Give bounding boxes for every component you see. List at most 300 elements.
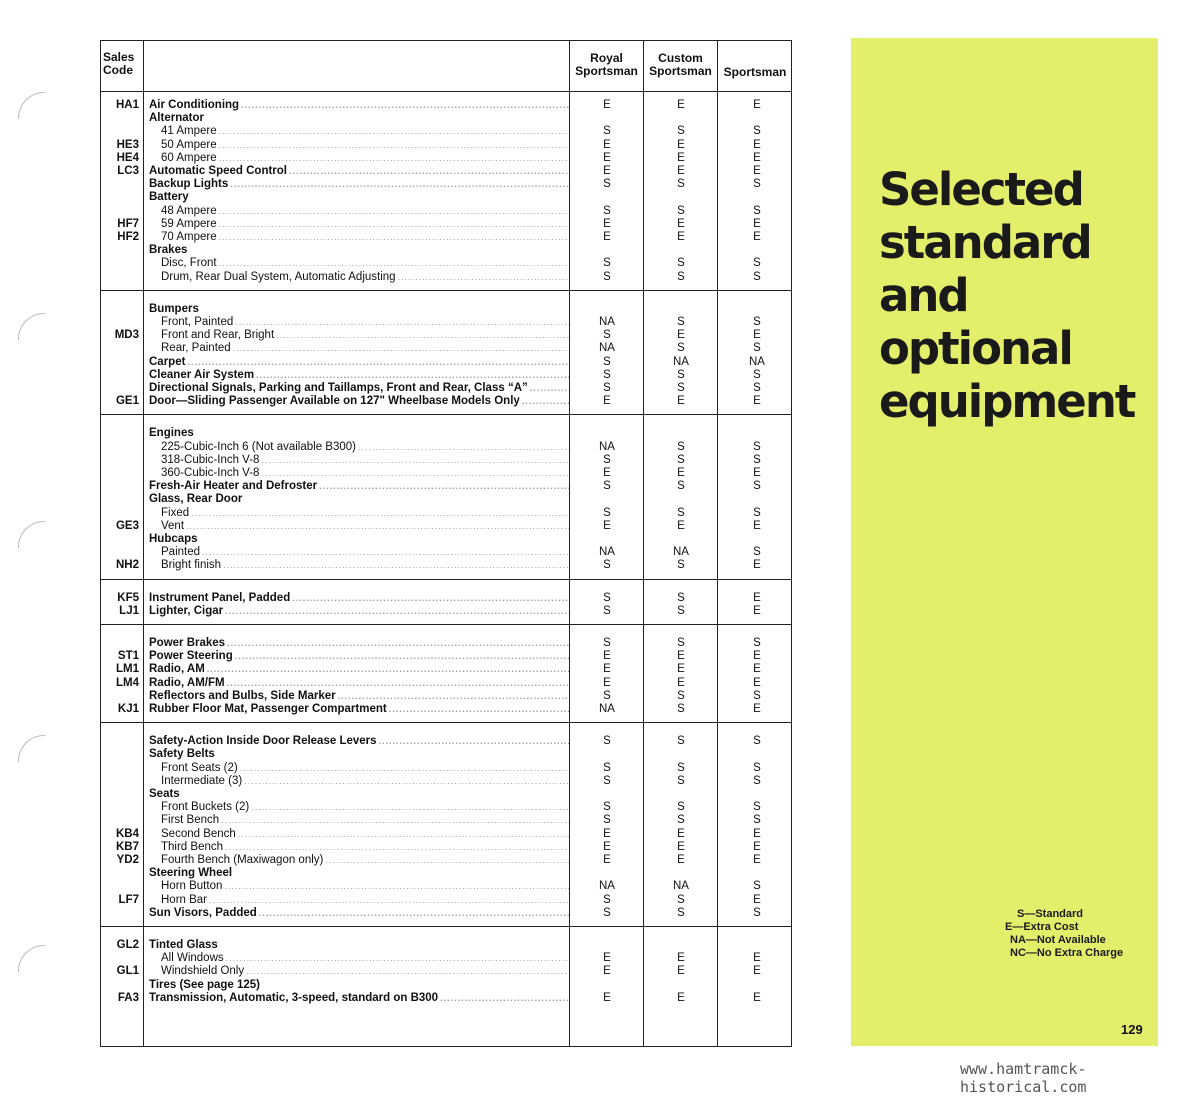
equipment-item	[149, 112, 569, 125]
custom-sportsman-value: S	[677, 801, 685, 814]
custom-sportsman-value: NA	[673, 546, 689, 559]
table-row	[101, 880, 791, 893]
equipment-item	[161, 880, 569, 893]
sportsman-value: S	[753, 814, 761, 827]
table-row	[101, 775, 791, 788]
equipment-label: Third Bench	[161, 840, 224, 853]
section-divider	[101, 624, 791, 625]
royal-sportsman-value: S	[603, 355, 611, 368]
table-row	[101, 427, 791, 440]
custom-sportsman-value: E	[677, 650, 685, 663]
table-row	[101, 356, 791, 369]
table-row	[101, 801, 791, 814]
sportsman-value: E	[753, 604, 761, 617]
royal-sportsman-value: E	[603, 99, 611, 111]
equipment-label: Rubber Floor Mat, Passenger Compartment	[149, 703, 387, 715]
table-row	[101, 828, 791, 841]
section-divider	[101, 290, 791, 291]
equipment-item	[149, 303, 569, 316]
table-row	[101, 441, 791, 454]
table-row	[101, 244, 791, 257]
sportsman-value: E	[753, 395, 761, 408]
sportsman-value: E	[753, 165, 761, 177]
table-row	[101, 546, 791, 559]
royal-sportsman-value: E	[603, 519, 611, 532]
table-row	[101, 788, 791, 801]
sportsman-value: E	[753, 99, 761, 111]
sportsman-value: E	[753, 676, 761, 689]
royal-sportsman-value: S	[603, 735, 611, 748]
table-header	[101, 41, 791, 92]
custom-sportsman-value: E	[677, 827, 685, 840]
custom-sportsman-value: S	[677, 814, 685, 827]
sportsman-value: S	[753, 382, 761, 394]
legend	[971, 908, 1123, 960]
table-row	[101, 952, 791, 965]
custom-sportsman-value: S	[677, 368, 685, 381]
equipment-item	[161, 231, 569, 244]
equipment-label: First Bench	[161, 814, 220, 827]
table-row	[101, 369, 791, 382]
custom-sportsman-value: E	[677, 217, 685, 230]
table-row	[101, 395, 791, 408]
sportsman-value: E	[753, 519, 761, 532]
equipment-label: 318-Cubic-Inch V-8	[161, 453, 260, 466]
title-line: and	[879, 269, 968, 322]
equipment-label: Fixed	[161, 506, 190, 519]
equipment-item	[161, 454, 569, 467]
equipment-label: Front and Rear, Bright	[161, 329, 275, 342]
table-row	[101, 493, 791, 506]
equipment-item	[149, 690, 569, 703]
sportsman-value: E	[753, 703, 761, 715]
royal-sportsman-value: NA	[599, 316, 615, 328]
equipment-item	[149, 867, 569, 880]
table-row	[101, 99, 791, 112]
custom-sportsman-value: S	[677, 735, 685, 748]
royal-sportsman-value: E	[603, 663, 611, 676]
custom-sportsman-value: E	[677, 329, 685, 342]
table-row	[101, 257, 791, 270]
equipment-label: Safety Belts	[149, 748, 215, 761]
sales-code: KB7	[115, 840, 139, 853]
equipment-label: All Windows	[161, 952, 224, 965]
equipment-label: Door—Sliding Passenger Available on 127" Wheelbase Models Only	[149, 395, 520, 408]
table-row	[101, 507, 791, 520]
equipment-item	[149, 533, 569, 546]
binder-hole-mark	[18, 92, 45, 119]
equipment-label: Engines	[149, 427, 194, 440]
equipment-label: Horn Bar	[161, 893, 208, 906]
sportsman-value: E	[753, 151, 761, 164]
sales-code: KF5	[117, 591, 139, 604]
custom-sportsman-value: E	[677, 165, 685, 177]
table-row	[101, 854, 791, 867]
equipment-item	[149, 637, 569, 650]
table-row	[101, 533, 791, 546]
equipment-item	[161, 841, 569, 854]
equipment-label: 60 Ampere	[161, 151, 217, 164]
table-row	[101, 342, 791, 355]
binder-hole-mark	[18, 945, 45, 972]
equipment-item	[161, 139, 569, 152]
sportsman-value: S	[753, 506, 761, 519]
equipment-label: Power Brakes	[149, 637, 226, 649]
sportsman-value: S	[753, 440, 761, 453]
sportsman-value: E	[753, 329, 761, 342]
royal-sportsman-value: E	[603, 467, 611, 479]
table-row	[101, 205, 791, 218]
royal-sportsman-value: NA	[599, 342, 615, 355]
equipment-label: Sun Visors, Padded	[149, 906, 257, 919]
equipment-label: Automatic Speed Control	[149, 165, 288, 177]
custom-sportsman-value: E	[677, 991, 685, 1004]
sportsman-value: S	[753, 453, 761, 466]
equipment-item	[161, 546, 569, 559]
footer-watermark: www.hamtramck-historical.com	[960, 1060, 1087, 1096]
table-row	[101, 480, 791, 493]
custom-sportsman-value: E	[677, 138, 685, 151]
custom-sportsman-value: E	[677, 231, 685, 243]
royal-sportsman-value: E	[603, 231, 611, 243]
header-sportsman: Sportsman	[723, 65, 787, 79]
title-line: standard	[879, 216, 1091, 269]
table-row	[101, 762, 791, 775]
custom-sportsman-value: S	[677, 204, 685, 217]
binder-hole-mark	[18, 521, 45, 548]
custom-sportsman-value: S	[677, 604, 685, 617]
table-row	[101, 939, 791, 952]
title-line: optional	[879, 322, 1072, 375]
sportsman-value: NA	[749, 355, 765, 368]
table-row	[101, 979, 791, 992]
equipment-label: 48 Ampere	[161, 204, 217, 217]
custom-sportsman-value: S	[677, 382, 685, 394]
royal-sportsman-value: S	[603, 559, 611, 572]
header-sales-code: Sales Code	[103, 50, 135, 77]
table-row	[101, 841, 791, 854]
equipment-item	[149, 748, 569, 761]
table-row	[101, 992, 791, 1005]
custom-sportsman-value: S	[677, 637, 685, 649]
equipment-item	[149, 703, 569, 716]
table-row	[101, 125, 791, 138]
equipment-label: Rear, Painted	[161, 342, 231, 355]
custom-sportsman-value: S	[677, 342, 685, 355]
equipment-label: Fresh-Air Heater and Defroster	[149, 480, 318, 493]
royal-sportsman-value: S	[603, 906, 611, 919]
royal-sportsman-value: S	[603, 506, 611, 519]
sportsman-value: E	[753, 965, 761, 978]
section-divider	[101, 414, 791, 415]
royal-sportsman-value: S	[603, 774, 611, 787]
table-row	[101, 139, 791, 152]
equipment-item	[149, 788, 569, 801]
sportsman-value: E	[753, 854, 761, 866]
equipment-label: Tinted Glass	[149, 939, 218, 951]
sales-code: FA3	[117, 991, 139, 1004]
equipment-item	[161, 441, 569, 454]
sportsman-value: S	[753, 546, 761, 559]
page-number: 129	[1121, 1022, 1143, 1037]
sales-code: NH2	[115, 559, 139, 572]
table-row	[101, 316, 791, 329]
equipment-item	[161, 316, 569, 329]
equipment-item	[161, 257, 569, 270]
legend-item: NC—No Extra Charge	[1010, 947, 1124, 959]
equipment-label: Glass, Rear Door	[149, 493, 243, 506]
table-row	[101, 663, 791, 676]
custom-sportsman-value: NA	[673, 355, 689, 368]
equipment-item	[161, 814, 569, 827]
sportsman-value: E	[753, 952, 761, 965]
custom-sportsman-value: NA	[673, 880, 689, 893]
equipment-item	[161, 152, 569, 165]
equipment-label: Safety-Action Inside Door Release Levers	[149, 735, 377, 748]
equipment-item	[149, 369, 569, 382]
equipment-label: Vent	[161, 519, 185, 532]
custom-sportsman-value: S	[677, 559, 685, 572]
royal-sportsman-value: S	[603, 689, 611, 702]
sportsman-value: S	[753, 125, 761, 138]
equipment-item	[161, 762, 569, 775]
sales-code: ST1	[117, 650, 139, 663]
equipment-label: Lighter, Cigar	[149, 604, 224, 617]
equipment-item	[161, 520, 569, 533]
royal-sportsman-value: E	[603, 840, 611, 853]
sportsman-value: E	[753, 217, 761, 230]
sales-code: HF7	[117, 217, 139, 230]
table-row	[101, 559, 791, 572]
equipment-item	[149, 592, 569, 605]
equipment-item	[161, 854, 569, 867]
equipment-label: Second Bench	[161, 827, 236, 840]
sportsman-value: S	[753, 637, 761, 649]
title-line: Selected	[879, 163, 1083, 216]
equipment-label: Painted	[161, 546, 201, 559]
royal-sportsman-value: S	[603, 329, 611, 342]
royal-sportsman-value: S	[603, 761, 611, 774]
royal-sportsman-value: E	[603, 138, 611, 151]
sportsman-value: S	[753, 801, 761, 814]
equipment-item	[149, 493, 569, 506]
custom-sportsman-value: E	[677, 854, 685, 866]
sales-code: KB4	[115, 827, 139, 840]
equipment-item	[149, 650, 569, 663]
equipment-label: Front Seats (2)	[161, 761, 238, 774]
table-row	[101, 703, 791, 716]
custom-sportsman-value: E	[677, 395, 685, 408]
royal-sportsman-value: E	[603, 217, 611, 230]
equipment-label: 360-Cubic-Inch V-8	[161, 467, 260, 479]
equipment-label: Instrument Panel, Padded	[149, 591, 291, 604]
header-royal-sportsman: Royal Sportsman	[575, 51, 638, 78]
custom-sportsman-value: S	[677, 689, 685, 702]
equipment-item	[149, 939, 569, 952]
equipment-label: Carpet	[149, 355, 186, 368]
custom-sportsman-value: S	[677, 761, 685, 774]
table-row	[101, 867, 791, 880]
sportsman-value: S	[753, 689, 761, 702]
royal-sportsman-value: S	[603, 382, 611, 394]
sales-code: LJ1	[119, 604, 139, 617]
royal-sportsman-value: E	[603, 151, 611, 164]
equipment-label: 225-Cubic-Inch 6 (Not available B300)	[161, 440, 356, 453]
equipment-label: Windshield Only	[161, 965, 245, 978]
equipment-label: Tires (See page 125)	[149, 978, 261, 991]
custom-sportsman-value: E	[677, 467, 685, 479]
table-row	[101, 650, 791, 663]
binder-hole-mark	[18, 313, 45, 340]
sportsman-value: S	[753, 761, 761, 774]
sportsman-value: E	[753, 840, 761, 853]
sportsman-value: S	[753, 880, 761, 893]
legend-item: S—Standard	[1017, 908, 1084, 920]
equipment-label: Steering Wheel	[149, 867, 233, 880]
equipment-item	[161, 828, 569, 841]
table-row	[101, 520, 791, 533]
sportsman-value: S	[753, 480, 761, 493]
royal-sportsman-value: E	[603, 676, 611, 689]
royal-sportsman-value: S	[603, 453, 611, 466]
royal-sportsman-value: E	[603, 165, 611, 177]
table-row	[101, 814, 791, 827]
custom-sportsman-value: S	[677, 506, 685, 519]
table-row	[101, 271, 791, 284]
table-row	[101, 467, 791, 480]
equipment-item	[161, 559, 569, 572]
equipment-item	[161, 952, 569, 965]
sportsman-value: S	[753, 774, 761, 787]
equipment-item	[161, 801, 569, 814]
royal-sportsman-value: NA	[599, 703, 615, 715]
royal-sportsman-value: S	[603, 893, 611, 906]
sales-code: LC3	[117, 165, 139, 177]
custom-sportsman-value: S	[677, 453, 685, 466]
equipment-item	[149, 99, 569, 112]
equipment-item	[149, 382, 569, 395]
equipment-item	[161, 271, 569, 284]
equipment-label: Seats	[149, 788, 180, 800]
custom-sportsman-value: S	[677, 316, 685, 328]
custom-sportsman-value: E	[677, 840, 685, 853]
equipment-label: Air Conditioning	[149, 99, 240, 111]
royal-sportsman-value: E	[603, 827, 611, 840]
table-row	[101, 231, 791, 244]
equipment-label: Reflectors and Bulbs, Side Marker	[149, 689, 336, 702]
equipment-item	[149, 395, 569, 408]
equipment-item	[149, 663, 569, 676]
royal-sportsman-value: S	[603, 257, 611, 270]
table-row	[101, 112, 791, 125]
sales-code: MD3	[114, 329, 139, 342]
equipment-item	[149, 677, 569, 690]
custom-sportsman-value: S	[677, 178, 685, 191]
equipment-label: Bright finish	[161, 559, 222, 572]
custom-sportsman-value: S	[677, 440, 685, 453]
equipment-label: Transmission, Automatic, 3-speed, standard on B300	[149, 991, 439, 1004]
custom-sportsman-value: S	[677, 257, 685, 270]
equipment-label: Cleaner Air System	[149, 368, 255, 381]
equipment-item	[149, 191, 569, 204]
equipment-item	[161, 467, 569, 480]
sales-code: HE4	[116, 151, 139, 164]
sportsman-value: E	[753, 663, 761, 676]
royal-sportsman-value: NA	[599, 440, 615, 453]
equipment-item	[161, 894, 569, 907]
royal-sportsman-value: S	[603, 604, 611, 617]
header-custom-sportsman: Custom Sportsman	[649, 51, 712, 78]
equipment-item	[149, 907, 569, 920]
sportsman-value: E	[753, 138, 761, 151]
royal-sportsman-value: S	[603, 480, 611, 493]
table-row	[101, 637, 791, 650]
table-row	[101, 303, 791, 316]
equipment-label: Horn Button	[161, 880, 223, 893]
sales-code: HF2	[117, 231, 139, 243]
table-row	[101, 165, 791, 178]
equipment-label: Alternator	[149, 112, 204, 125]
equipment-item	[149, 605, 569, 618]
title-panel	[851, 38, 1158, 1046]
equipment-table	[100, 40, 792, 1047]
table-row	[101, 218, 791, 231]
royal-sportsman-value: E	[603, 395, 611, 408]
equipment-item	[161, 775, 569, 788]
sales-code: LM1	[116, 663, 139, 676]
table-row	[101, 748, 791, 761]
royal-sportsman-value: S	[603, 204, 611, 217]
custom-sportsman-value: E	[677, 151, 685, 164]
sales-code: YD2	[116, 854, 139, 866]
equipment-label: Front Buckets (2)	[161, 801, 250, 814]
royal-sportsman-value: NA	[599, 880, 615, 893]
table-row	[101, 907, 791, 920]
equipment-label: 59 Ampere	[161, 217, 217, 230]
equipment-item	[149, 165, 569, 178]
equipment-item	[149, 356, 569, 369]
royal-sportsman-value: E	[603, 952, 611, 965]
royal-sportsman-value: E	[603, 854, 611, 866]
table-row	[101, 178, 791, 191]
table-row	[101, 605, 791, 618]
equipment-item	[161, 965, 569, 978]
royal-sportsman-value: S	[603, 591, 611, 604]
equipment-label: Power Steering	[149, 650, 233, 663]
custom-sportsman-value: E	[677, 952, 685, 965]
custom-sportsman-value: S	[677, 270, 685, 283]
equipment-label: Intermediate (3)	[161, 774, 243, 787]
equipment-label: Drum, Rear Dual System, Automatic Adjusting	[161, 270, 396, 283]
royal-sportsman-value: S	[603, 178, 611, 191]
equipment-label: Backup Lights	[149, 178, 229, 191]
sales-code: HA1	[115, 99, 139, 111]
custom-sportsman-value: S	[677, 893, 685, 906]
sportsman-value: S	[753, 270, 761, 283]
equipment-label: Bumpers	[149, 302, 199, 315]
table-row	[101, 735, 791, 748]
equipment-item	[161, 218, 569, 231]
sportsman-value: S	[753, 735, 761, 748]
equipment-item	[149, 480, 569, 493]
equipment-label: 70 Ampere	[161, 231, 217, 243]
page-title	[879, 163, 1134, 428]
sportsman-value: S	[753, 257, 761, 270]
custom-sportsman-value: S	[677, 774, 685, 787]
custom-sportsman-value: E	[677, 965, 685, 978]
sales-code: GL2	[116, 939, 139, 951]
custom-sportsman-value: S	[677, 906, 685, 919]
